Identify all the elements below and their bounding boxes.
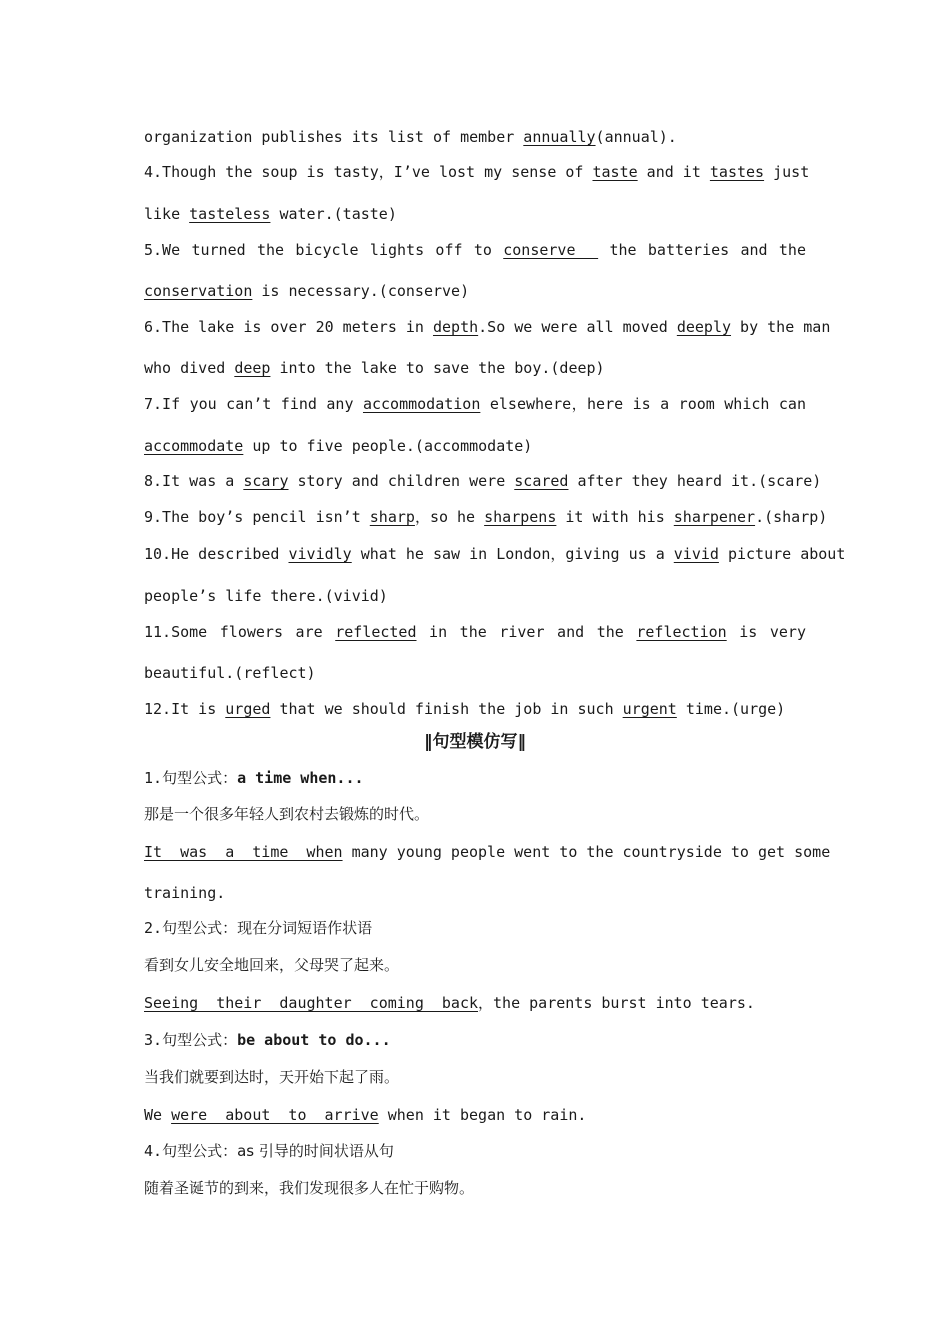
answer: taste xyxy=(592,163,638,181)
pattern-title xyxy=(144,918,806,938)
text: ，so he xyxy=(414,508,485,526)
text: beautiful.(reflect) xyxy=(144,664,316,682)
pattern-formula: be about to do... xyxy=(237,1031,391,1049)
answer: conserve xyxy=(503,241,599,259)
pattern-label: 句型公式： xyxy=(162,1142,238,1160)
answer: sharpener xyxy=(673,508,756,526)
exercise-line xyxy=(144,394,806,414)
text: 9.The boy’s pencil isn’t xyxy=(144,508,370,526)
answer: annually xyxy=(523,128,596,146)
text: what he saw in London，giving us a xyxy=(351,545,674,563)
exercise-line xyxy=(144,544,846,564)
answer-line xyxy=(144,842,831,862)
text: it with his xyxy=(556,508,674,526)
answer-line: training. xyxy=(144,884,226,902)
exercise-line xyxy=(144,663,806,683)
exercise-line xyxy=(144,127,806,147)
text: picture about xyxy=(718,545,846,563)
text: 7.If you can’t find any xyxy=(144,395,363,413)
text: organization publishes its list of member xyxy=(144,128,524,146)
answer: It was a time when xyxy=(144,843,343,861)
answer: vivid xyxy=(673,545,719,563)
text: is necessary.(conserve) xyxy=(252,282,470,300)
text: people’s life there.(vivid) xyxy=(144,587,388,605)
text: We xyxy=(144,1106,172,1124)
pattern-title xyxy=(144,1030,806,1050)
text: elsewhere，here is a room which can xyxy=(480,395,806,413)
answer: sharp xyxy=(369,508,415,526)
text: (annual). xyxy=(595,128,677,146)
answer: reflected xyxy=(335,623,417,641)
chinese-prompt: 随着圣诞节的到来，我们发现很多人在忙于购物。 xyxy=(144,1179,475,1197)
answer: urged xyxy=(225,700,271,718)
exercise-line xyxy=(144,281,806,301)
text: many young people went to the countryside to get some xyxy=(342,843,831,861)
exercise-line xyxy=(144,622,806,642)
text: water.(taste) xyxy=(270,205,397,223)
item-number: 4. xyxy=(144,1142,163,1160)
text: by the man xyxy=(731,318,831,336)
exercise-line xyxy=(144,436,806,456)
text: 11.Some flowers are xyxy=(144,623,336,641)
text: like xyxy=(144,205,190,223)
chinese-prompt: 当我们就要到达时，天开始下起了雨。 xyxy=(144,1068,400,1086)
text: 4.Though the soup is tasty，I’ve lost my sense of xyxy=(144,163,593,181)
text: the batteries and the xyxy=(598,241,806,259)
text: 10.He described xyxy=(144,545,289,563)
exercise-line xyxy=(144,204,806,224)
exercise-line xyxy=(144,240,806,260)
text: 8.It was a xyxy=(144,472,244,490)
answer: sharpens xyxy=(484,508,557,526)
text: time.(urge) xyxy=(676,700,786,718)
answer: were about to arrive xyxy=(171,1106,379,1124)
exercise-line xyxy=(144,699,806,719)
pattern-label: 句型公式： xyxy=(162,769,238,787)
answer: reflection xyxy=(636,623,727,641)
text: up to five people.(accommodate) xyxy=(243,437,533,455)
pattern-formula: a time when... xyxy=(237,769,364,787)
answer: tasteless xyxy=(189,205,271,223)
item-number: 2. xyxy=(144,919,163,937)
answer-line xyxy=(144,993,806,1013)
pattern-formula: 现在分词短语作状语 xyxy=(237,919,373,937)
answer: urgent xyxy=(622,700,677,718)
answer: scared xyxy=(514,472,569,490)
text: who dived xyxy=(144,359,235,377)
exercise-line xyxy=(144,507,828,527)
answer: accommodation xyxy=(362,395,481,413)
answer: vividly xyxy=(288,545,352,563)
chinese-prompt: 那是一个很多年轻人到农村去锻炼的时代。 xyxy=(144,805,430,823)
text: 5.We turned the bicycle lights off to xyxy=(144,241,504,259)
text: that we should finish the job in such xyxy=(270,700,623,718)
answer: deeply xyxy=(676,318,732,336)
exercise-line xyxy=(144,471,822,491)
text: after they heard it.(scare) xyxy=(568,472,822,490)
text: when it began to rain. xyxy=(378,1106,587,1124)
section-heading: ‖句型模仿写‖ xyxy=(424,732,526,752)
answer: conservation xyxy=(144,282,253,300)
pattern-label: 句型公式： xyxy=(162,1031,238,1049)
pattern-title xyxy=(144,768,806,788)
item-number: 1. xyxy=(144,769,163,787)
answer: accommodate xyxy=(144,437,244,455)
answer: depth xyxy=(432,318,479,336)
pattern-formula: as 引导的时间状语从句 xyxy=(237,1142,394,1160)
pattern-label: 句型公式： xyxy=(162,919,238,937)
answer: tastes xyxy=(709,163,765,181)
text: .So we were all moved xyxy=(478,318,677,336)
exercise-line xyxy=(144,317,831,337)
text: and it xyxy=(637,163,710,181)
answer: Seeing their daughter coming back xyxy=(144,994,479,1012)
item-number: 3. xyxy=(144,1031,163,1049)
text: ，the parents burst into tears. xyxy=(478,994,755,1012)
text: .(sharp) xyxy=(755,508,828,526)
text: in the river and the xyxy=(416,623,637,641)
exercise-line xyxy=(144,358,806,378)
text: story and children were xyxy=(288,472,515,490)
text: 12.It is xyxy=(144,700,226,718)
exercise-line xyxy=(144,586,806,606)
answer-line xyxy=(144,1105,806,1125)
text: just xyxy=(764,163,810,181)
answer: deep xyxy=(234,359,271,377)
text: is very xyxy=(726,623,806,641)
pattern-title xyxy=(144,1141,806,1161)
chinese-prompt: 看到女儿安全地回来，父母哭了起来。 xyxy=(144,956,400,974)
answer: scary xyxy=(243,472,289,490)
text: into the lake to save the boy.(deep) xyxy=(270,359,605,377)
exercise-line xyxy=(144,162,810,182)
text: 6.The lake is over 20 meters in xyxy=(144,318,433,336)
